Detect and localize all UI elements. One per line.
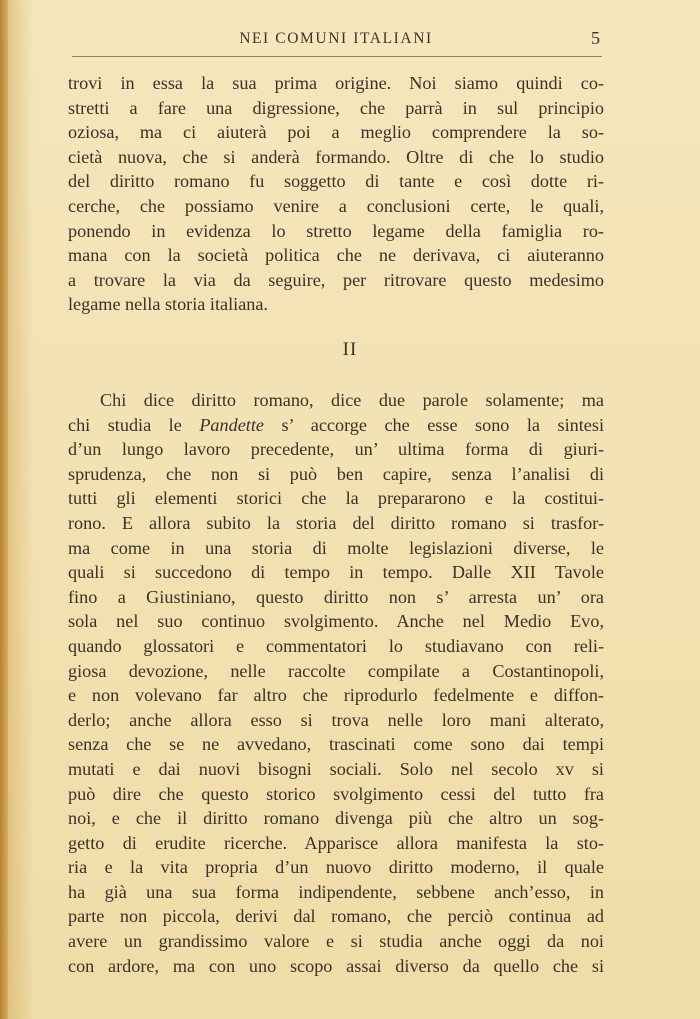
- text-line: tutti gli elementi storici che la prepararono e la costitui-: [68, 488, 604, 509]
- page-number: 5: [591, 28, 600, 48]
- text-line: quali si succedono di tempo in tempo. Dalle XII Tavole: [68, 562, 604, 583]
- text-line: a trovare la via da seguire, per ritrovare questo medesimo: [68, 269, 604, 290]
- text-line: derlo; anche allora esso si trova nelle loro mani alterato,: [68, 709, 604, 730]
- text-line: sprudenza, che non si può ben capire, senza l’analisi di: [68, 463, 604, 484]
- text-line: ha già una sua forma indipendente, sebbene anch’esso, in: [68, 881, 604, 902]
- header-rule: [72, 56, 602, 57]
- text-fragment: chi studia le: [68, 414, 200, 435]
- text-line: sola nel suo continuo svolgimento. Anche nel Medio Evo,: [68, 611, 604, 632]
- paragraph-continuation: [68, 71, 604, 317]
- text-line: noi, e che il diritto romano divenga più che altro un sog-: [68, 808, 604, 829]
- text-line: legame nella storia italiana.: [68, 294, 268, 315]
- text-line-with-italic: [68, 413, 604, 438]
- text-line: fino a Giustiniano, questo diritto non s’ arresta un’ ora: [68, 586, 604, 607]
- text-line: giosa devozione, nelle raccolte compilate a Costantinopoli,: [68, 660, 604, 681]
- italic-title-pandette: Pandette: [199, 414, 264, 435]
- text-fragment: s’ accorge che esse sono la sintesi: [263, 414, 604, 435]
- text-line-first: Chi dice diritto romano, dice due parole solamente; ma: [100, 390, 604, 410]
- paragraph-section-2: [68, 388, 604, 978]
- text-line: trovi in essa la sua prima origine. Noi siamo quindi co-: [68, 73, 604, 93]
- text-line: parte non piccola, derivi dal romano, che perciò continua ad: [68, 906, 604, 927]
- text-line: cerche, che possiamo venire a conclusioni certe, le quali,: [68, 195, 604, 216]
- text-line: del diritto romano fu soggetto di tante e così dotte ri-: [68, 171, 604, 192]
- text-line: ria e la vita propria d’un nuovo diritto moderno, il quale: [68, 857, 604, 878]
- running-title: NEI COMUNI ITALIANI: [239, 30, 433, 47]
- text-line: e non volevano far altro che riprodurlo fedelmente e diffon-: [68, 685, 604, 706]
- text-line: cietà nuova, che si anderà formando. Oltre di che lo studio: [68, 146, 604, 167]
- text-line: quando glossatori e commentatori lo studiavano con reli-: [68, 635, 604, 656]
- text-line: avere un grandissimo valore e si studia anche oggi da noi: [68, 931, 604, 952]
- running-header: [68, 26, 604, 54]
- text-line: mutati e dai nuovi bisogni sociali. Solo nel secolo xv si: [68, 758, 604, 779]
- text-line: può dire che questo storico svolgimento cessi del tutto fra: [68, 783, 604, 804]
- text-line: con ardore, ma con uno scopo assai diverso da quello che si: [68, 955, 604, 976]
- page-binding-edge: [0, 0, 8, 1019]
- section-number: II: [342, 339, 358, 360]
- text-line: oziosa, ma ci aiuterà poi a meglio comprendere la so-: [68, 122, 604, 143]
- text-line: mana con la società politica che ne derivava, ci aiuteranno: [68, 245, 604, 266]
- text-line: ma come in una storia di molte legislazioni diverse, le: [68, 537, 604, 558]
- text-line: rono. E allora subito la storia del diritto romano si trasfor-: [68, 512, 604, 533]
- text-line: stretti a fare una digressione, che parrà in sul principio: [68, 97, 604, 118]
- text-line: senza che se ne avvedano, trascinati come sono dai tempi: [68, 734, 604, 755]
- text-line: ponendo in evidenza lo stretto legame della famiglia ro-: [68, 220, 604, 241]
- text-line: d’un lungo lavoro precedente, un’ ultima forma di giuri-: [68, 439, 604, 460]
- text-line: getto di erudite ricerche. Apparisce allora manifesta la sto-: [68, 832, 604, 853]
